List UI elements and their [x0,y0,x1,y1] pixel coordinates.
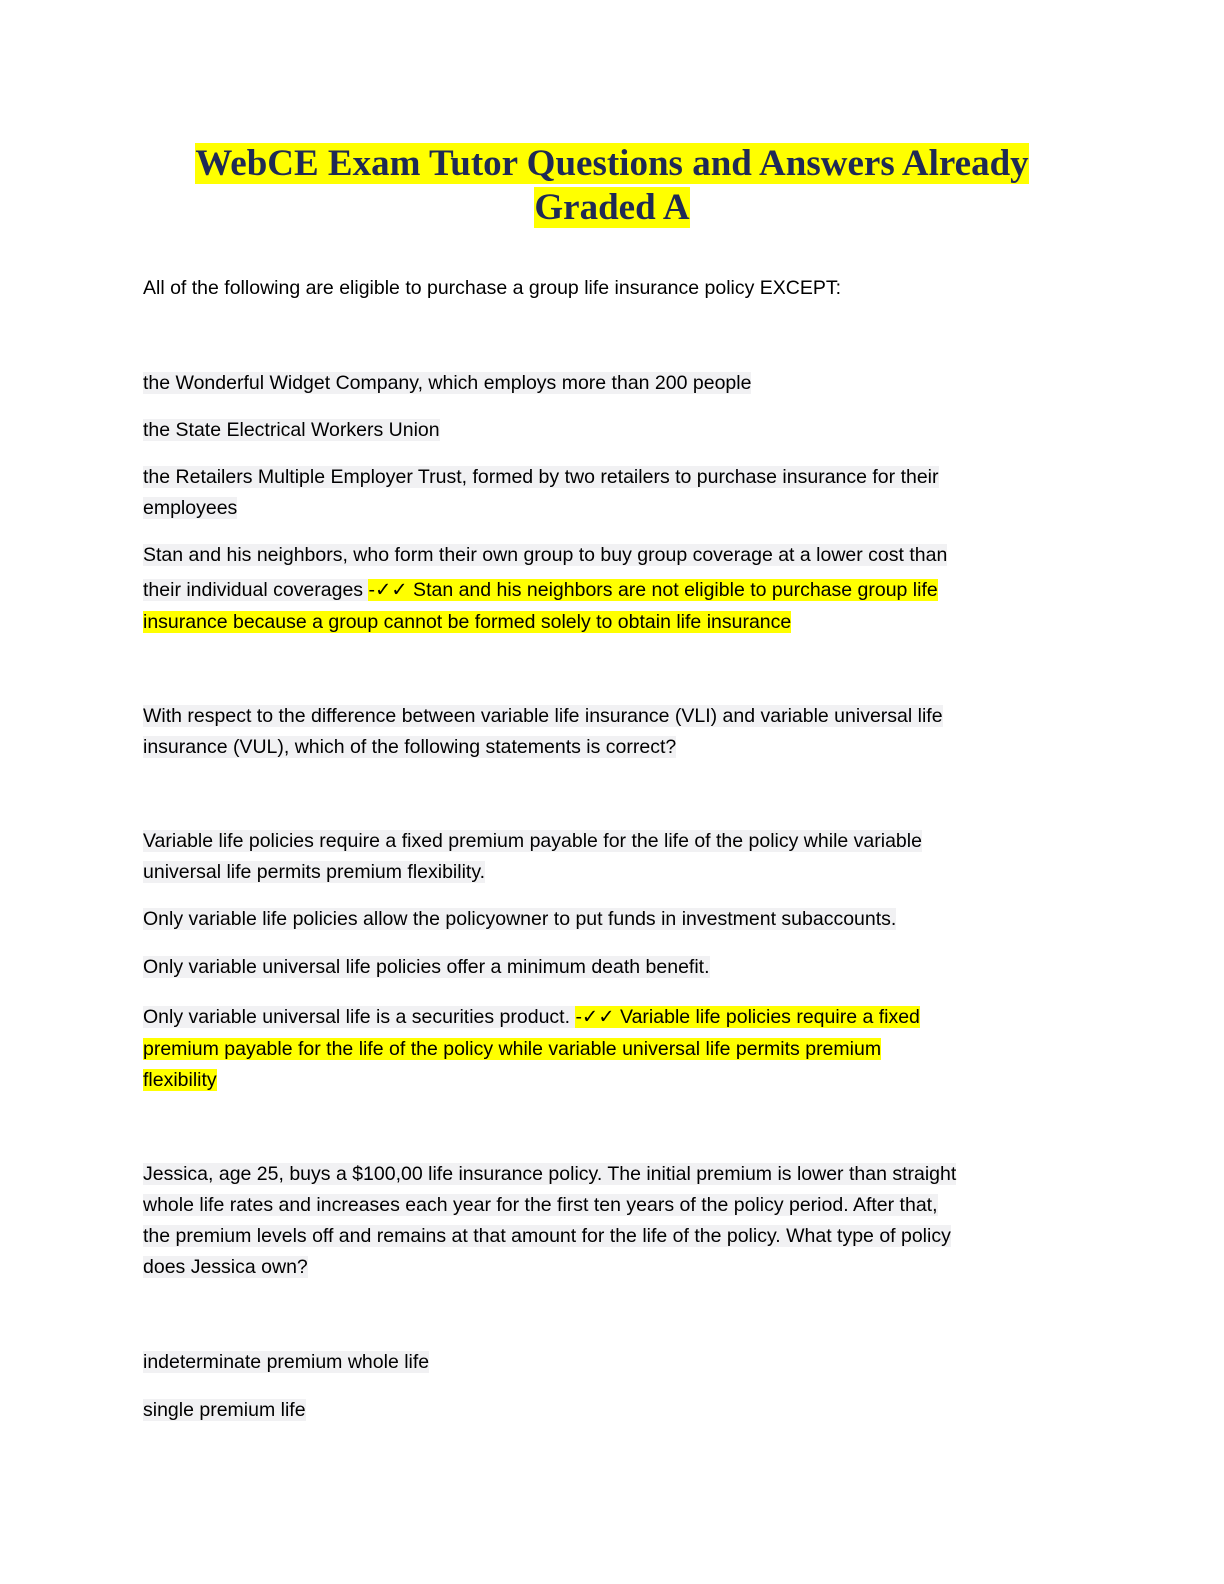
title-text-1: WebCE Exam Tutor Questions and Answers Already [195,143,1029,184]
q1-question: All of the following are eligible to purchase a group life insurance policy EXCEPT: [143,277,842,299]
q1-answer-line-1: -✓✓ Stan and his neighbors are not eligible to purchase group life [368,579,938,601]
q1-option-3-line-2: employees [143,497,238,519]
q3-option-1: indeterminate premium whole life [143,1351,430,1373]
q3-question-line-2: whole life rates and increases each year for the first ten years of the policy period. After that, [143,1194,938,1216]
q3-question-line-3: the premium levels off and remains at that amount for the life of the policy. What type of policy [143,1225,951,1247]
document-title-line-1 [0,142,1224,186]
q2-option-3: Only variable universal life policies offer a minimum death benefit. [143,956,710,978]
q1-option-1: the Wonderful Widget Company, which employs more than 200 people [143,372,752,394]
q2-answer-line-2: premium payable for the life of the policy while variable universal life permits premium [143,1038,882,1060]
q2-question-line-2: insurance (VUL), which of the following statements is correct? [143,736,677,758]
q3-question-line-1: Jessica, age 25, buys a $100,00 life insurance policy. The initial premium is lower than straight [143,1163,957,1185]
q1-option-2: the State Electrical Workers Union [143,419,440,441]
q1-option-3-line-1: the Retailers Multiple Employer Trust, formed by two retailers to purchase insurance for their [143,466,939,488]
q1-answer-line-2: insurance because a group cannot be formed solely to obtain life insurance [143,611,792,633]
q2-answer-line-3: flexibility [143,1069,217,1091]
q3-option-2: single premium life [143,1399,306,1421]
q2-option-2: Only variable life policies allow the policyowner to put funds in investment subaccounts. [143,908,897,930]
q2-question-line-1: With respect to the difference between variable life insurance (VLI) and variable universal life [143,705,943,727]
q2-option-1-line-2: universal life permits premium flexibility. [143,861,486,883]
title-text-2: Graded A [534,187,690,228]
q2-option-4: Only variable universal life is a securities product. -✓✓ Variable life policies require a fixed [143,1006,920,1028]
q1-option-4-line-1: Stan and his neighbors, who form their own group to buy group coverage at a lower cost than [143,544,948,566]
q1-option-4-line-2: their individual coverages -✓✓ Stan and his neighbors are not eligible to purchase group life [143,579,938,601]
q3-question-line-4: does Jessica own? [143,1256,308,1278]
q2-answer-line-1: -✓✓ Variable life policies require a fixed [575,1006,920,1028]
document-title-line-2 [0,186,1224,230]
q2-option-1-line-1: Variable life policies require a fixed premium payable for the life of the policy while variable [143,830,922,852]
